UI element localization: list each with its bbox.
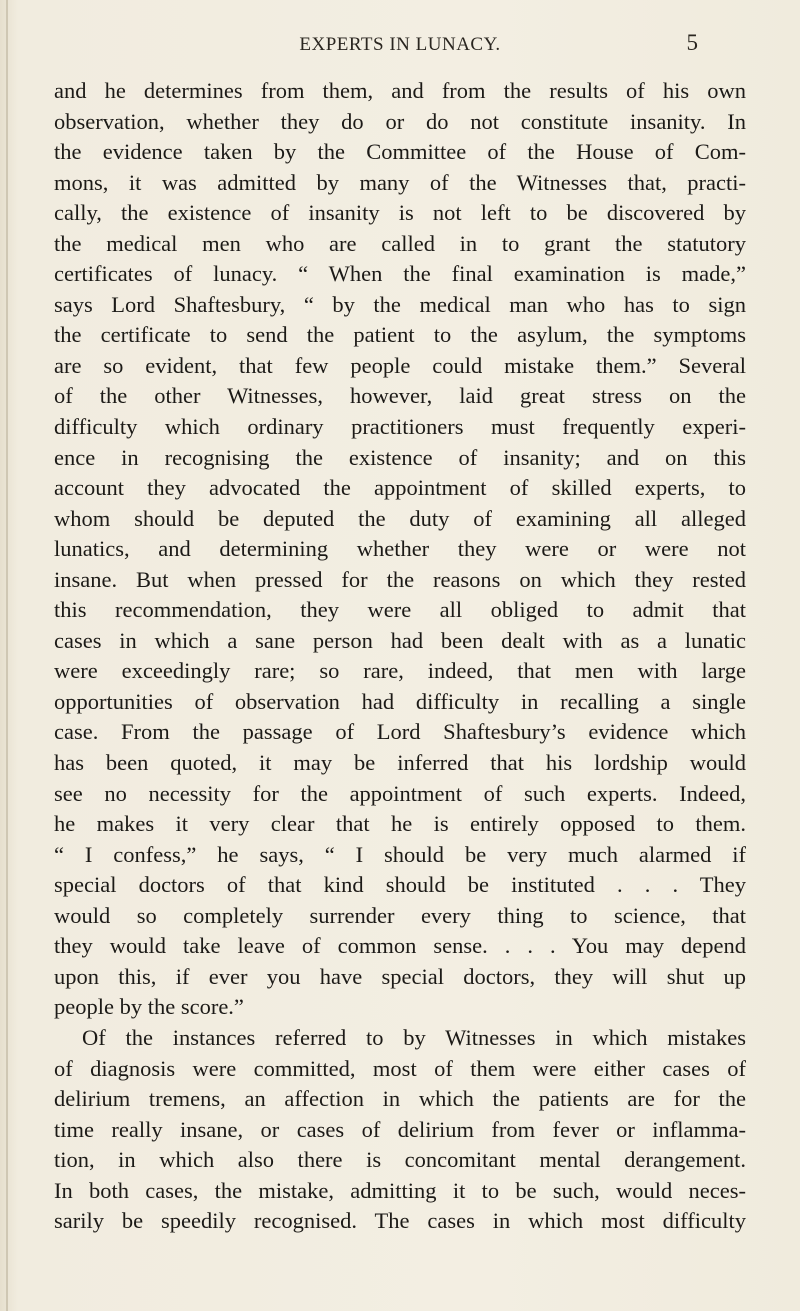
text-line: the evidence taken by the Committee of the House of Com- bbox=[54, 139, 746, 165]
text-line: time really insane, or cases of delirium from fever or inflamma- bbox=[54, 1116, 746, 1142]
text-line: sarily be speedily recognised. The cases in which most difficulty bbox=[54, 1208, 746, 1234]
text-line-paragraph-end: people by the score.” bbox=[54, 994, 244, 1020]
text-line: the certificate to send the patient to the asylum, the symptoms bbox=[54, 322, 746, 348]
text-line: mons, it was admitted by many of the Witnesses that, practi- bbox=[54, 169, 746, 195]
text-line: are so evident, that few people could mistake them.” Several bbox=[54, 352, 746, 378]
running-title: EXPERTS IN LUNACY. bbox=[299, 34, 501, 55]
text-line: the medical men who are called in to grant the statutory bbox=[54, 230, 746, 256]
text-line: he makes it very clear that he is entirely opposed to them. bbox=[54, 811, 746, 837]
text-line: ence in recognising the existence of insanity; and on this bbox=[54, 444, 746, 470]
text-line: of diagnosis were committed, most of them were either cases of bbox=[54, 1055, 746, 1081]
text-line: tion, in which also there is concomitant mental derangement. bbox=[54, 1147, 746, 1173]
text-line: In both cases, the mistake, admitting it to be such, would neces- bbox=[54, 1177, 746, 1203]
text-line: certificates of lunacy. “ When the final examination is made,” bbox=[54, 261, 746, 287]
text-line-paragraph-start: Of the instances referred to by Witnesses in which mistakes bbox=[82, 1024, 746, 1050]
text-line: they would take leave of common sense. . . . You may depend bbox=[54, 933, 746, 959]
text-line: difficulty which ordinary practitioners must frequently experi- bbox=[54, 414, 746, 440]
text-line: whom should be deputed the duty of examining all alleged bbox=[54, 505, 746, 531]
text-line: lunatics, and determining whether they were or were not bbox=[54, 536, 746, 562]
text-line: special doctors of that kind should be instituted . . . They bbox=[54, 872, 746, 898]
text-line: and he determines from them, and from the results of his own bbox=[54, 78, 746, 103]
text-line: observation, whether they do or do not constitute insanity. In bbox=[54, 108, 746, 134]
text-line: would so completely surrender every thing to science, that bbox=[54, 902, 746, 928]
page-header bbox=[0, 30, 800, 62]
text-line: cally, the existence of insanity is not left to be discovered by bbox=[54, 200, 746, 226]
text-line: were exceedingly rare; so rare, indeed, that men with large bbox=[54, 658, 746, 684]
text-line: has been quoted, it may be inferred that his lordship would bbox=[54, 750, 746, 776]
text-line: says Lord Shaftesbury, “ by the medical man who has to sign bbox=[54, 291, 746, 317]
text-line: insane. But when pressed for the reasons on which they rested bbox=[54, 566, 746, 592]
text-line: upon this, if ever you have special doctors, they will shut up bbox=[54, 963, 746, 989]
body-text bbox=[54, 76, 746, 1237]
text-line: this recommendation, they were all obliged to admit that bbox=[54, 597, 746, 623]
page-gutter-edge bbox=[6, 0, 8, 1311]
text-line: cases in which a sane person had been dealt with as a lunatic bbox=[54, 627, 746, 653]
text-line: see no necessity for the appointment of such experts. Indeed, bbox=[54, 780, 746, 806]
text-line: “ I confess,” he says, “ I should be very much alarmed if bbox=[54, 841, 746, 867]
page-number: 5 bbox=[686, 30, 698, 55]
text-line: of the other Witnesses, however, laid great stress on the bbox=[54, 383, 746, 409]
text-line: case. From the passage of Lord Shaftesbury’s evidence which bbox=[54, 719, 746, 745]
text-line: opportunities of observation had difficulty in recalling a single bbox=[54, 688, 746, 714]
text-line: delirium tremens, an affection in which the patients are for the bbox=[54, 1086, 746, 1112]
text-line: account they advocated the appointment of skilled experts, to bbox=[54, 475, 746, 501]
